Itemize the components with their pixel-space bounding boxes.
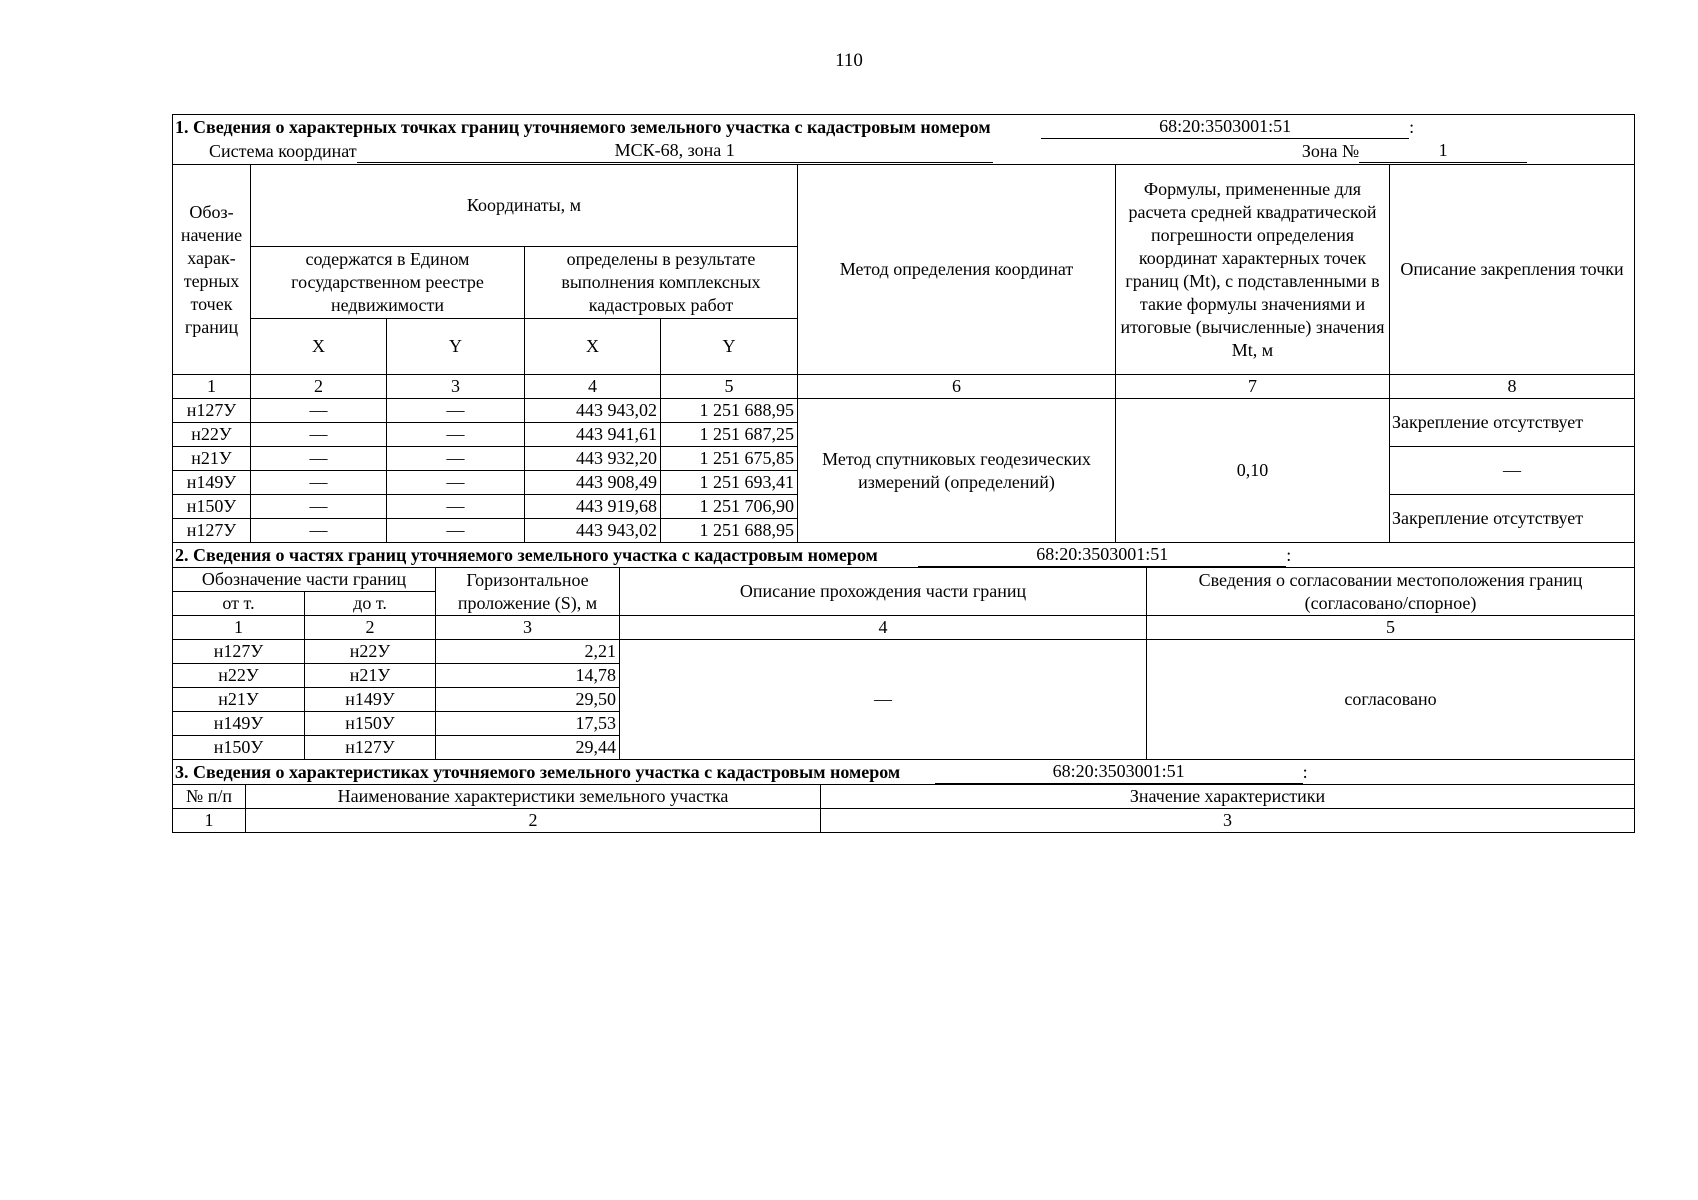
egrn-x: —: [251, 423, 387, 447]
kkr-y: 1 251 688,95: [661, 399, 798, 423]
egrn-y: —: [387, 519, 525, 543]
egrn-y: —: [387, 423, 525, 447]
header-method: Метод определения координат: [798, 165, 1116, 375]
header-x1: X: [251, 319, 387, 375]
fixing-value: —: [1390, 447, 1635, 495]
section2-table: [172, 542, 1635, 760]
kkr-y: 1 251 706,90: [661, 495, 798, 519]
kkr-x: 443 932,20: [525, 447, 661, 471]
egrn-x: —: [251, 399, 387, 423]
horizontal-distance: 14,78: [436, 664, 620, 688]
col-number: 5: [1147, 616, 1635, 640]
header-num: № п/п: [173, 785, 246, 809]
header-value: Значение характеристики: [821, 785, 1635, 809]
point-name: н21У: [173, 447, 251, 471]
point-name: н150У: [173, 495, 251, 519]
mt-value: 0,10: [1116, 399, 1390, 543]
col-number: 1: [173, 375, 251, 399]
col-number: 8: [1390, 375, 1635, 399]
section3-table: [172, 759, 1635, 833]
fixing-value: Закрепление отсутствует: [1390, 495, 1635, 543]
egrn-y: —: [387, 495, 525, 519]
header-horizontal: Горизонтальное проложение (S), м: [436, 568, 620, 616]
from-point: н22У: [173, 664, 305, 688]
from-point: н149У: [173, 712, 305, 736]
section2-title: 2. Сведения о частях границ уточняемого земельного участка с кадастровым номером: [175, 545, 878, 565]
point-name: н127У: [173, 519, 251, 543]
to-point: н22У: [305, 640, 436, 664]
header-part-designation: Обозначение части границ: [173, 568, 436, 592]
header-from: от т.: [173, 592, 305, 616]
cadastral-document: [172, 114, 1634, 833]
from-point: н150У: [173, 736, 305, 760]
section3-cadastral-number: 68:20:3503001:51: [935, 760, 1303, 784]
col-number: 3: [821, 809, 1635, 833]
header-to: до т.: [305, 592, 436, 616]
point-name: н22У: [173, 423, 251, 447]
col-number: 6: [798, 375, 1116, 399]
kkr-y: 1 251 687,25: [661, 423, 798, 447]
to-point: н150У: [305, 712, 436, 736]
point-name: н127У: [173, 399, 251, 423]
horizontal-distance: 29,44: [436, 736, 620, 760]
coord-system-value: МСК-68, зона 1: [357, 139, 993, 163]
egrn-x: —: [251, 471, 387, 495]
point-name: н149У: [173, 471, 251, 495]
col-number: 5: [661, 375, 798, 399]
from-point: н127У: [173, 640, 305, 664]
col-number: 2: [251, 375, 387, 399]
coord-system-label: Система координат: [209, 141, 357, 161]
col-number: 4: [620, 616, 1147, 640]
header-fixing: Описание закрепления точки: [1390, 165, 1635, 375]
col-number: 3: [387, 375, 525, 399]
header-description: Описание прохождения части границ: [620, 568, 1147, 616]
page-number: 110: [835, 50, 863, 71]
section2-title-cell: [173, 543, 1635, 568]
agreement-value: согласовано: [1147, 640, 1635, 760]
zone-value: 1: [1359, 139, 1527, 163]
section3-title-cell: [173, 760, 1635, 785]
section1-table: [172, 114, 1635, 543]
section1-colon: :: [1409, 117, 1415, 137]
section2-colon: :: [1286, 545, 1292, 565]
header-y2: Y: [661, 319, 798, 375]
kkr-x: 443 941,61: [525, 423, 661, 447]
header-coordinates: Координаты, м: [251, 165, 798, 247]
to-point: н127У: [305, 736, 436, 760]
section1-title-cell: [173, 115, 1635, 140]
zone-label: Зона №: [1301, 141, 1360, 161]
col-number: 3: [436, 616, 620, 640]
to-point: н149У: [305, 688, 436, 712]
col-number: 1: [173, 809, 246, 833]
egrn-x: —: [251, 519, 387, 543]
kkr-x: 443 919,68: [525, 495, 661, 519]
horizontal-distance: 2,21: [436, 640, 620, 664]
kkr-x: 443 943,02: [525, 519, 661, 543]
egrn-y: —: [387, 447, 525, 471]
header-designation: Обоз-начение харак-терных точек границ: [173, 165, 251, 375]
section3-colon: :: [1302, 762, 1308, 782]
header-formulas: Формулы, примененные для расчета средней квадратической погрешности определения координат характерных точек границ (Mt), с подставленными в такие формулы значениями и итоговые (вычисленные) значения Mt, м: [1116, 165, 1390, 375]
table-row: [173, 640, 1635, 664]
header-egrn: содержатся в Едином государственном реестре недвижимости: [251, 247, 525, 319]
header-y1: Y: [387, 319, 525, 375]
section1-cadastral-number: 68:20:3503001:51: [1041, 115, 1409, 139]
kkr-y: 1 251 675,85: [661, 447, 798, 471]
kkr-y: 1 251 688,95: [661, 519, 798, 543]
egrn-x: —: [251, 495, 387, 519]
horizontal-distance: 29,50: [436, 688, 620, 712]
header-name: Наименование характеристики земельного участка: [246, 785, 821, 809]
header-agreement: Сведения о согласовании местоположения границ (согласовано/спорное): [1147, 568, 1635, 616]
kkr-x: 443 908,49: [525, 471, 661, 495]
coord-system-cell: [173, 139, 1635, 165]
egrn-y: —: [387, 399, 525, 423]
section3-title: 3. Сведения о характеристиках уточняемого земельного участка с кадастровым номером: [175, 762, 901, 782]
col-number: 2: [305, 616, 436, 640]
header-kkr: определены в результате выполнения комплексных кадастровых работ: [525, 247, 798, 319]
header-x2: X: [525, 319, 661, 375]
col-number: 7: [1116, 375, 1390, 399]
col-number: 4: [525, 375, 661, 399]
kkr-x: 443 943,02: [525, 399, 661, 423]
col-number: 1: [173, 616, 305, 640]
egrn-x: —: [251, 447, 387, 471]
table-row: [173, 399, 1635, 423]
description-value: —: [620, 640, 1147, 760]
method-value: Метод спутниковых геодезических измерений (определений): [798, 399, 1116, 543]
fixing-value: Закрепление отсутствует: [1390, 399, 1635, 447]
kkr-y: 1 251 693,41: [661, 471, 798, 495]
section2-cadastral-number: 68:20:3503001:51: [918, 543, 1286, 567]
to-point: н21У: [305, 664, 436, 688]
col-number: 2: [246, 809, 821, 833]
section1-title: 1. Сведения о характерных точках границ уточняемого земельного участка с кадастровым номером: [175, 117, 991, 137]
from-point: н21У: [173, 688, 305, 712]
horizontal-distance: 17,53: [436, 712, 620, 736]
egrn-y: —: [387, 471, 525, 495]
